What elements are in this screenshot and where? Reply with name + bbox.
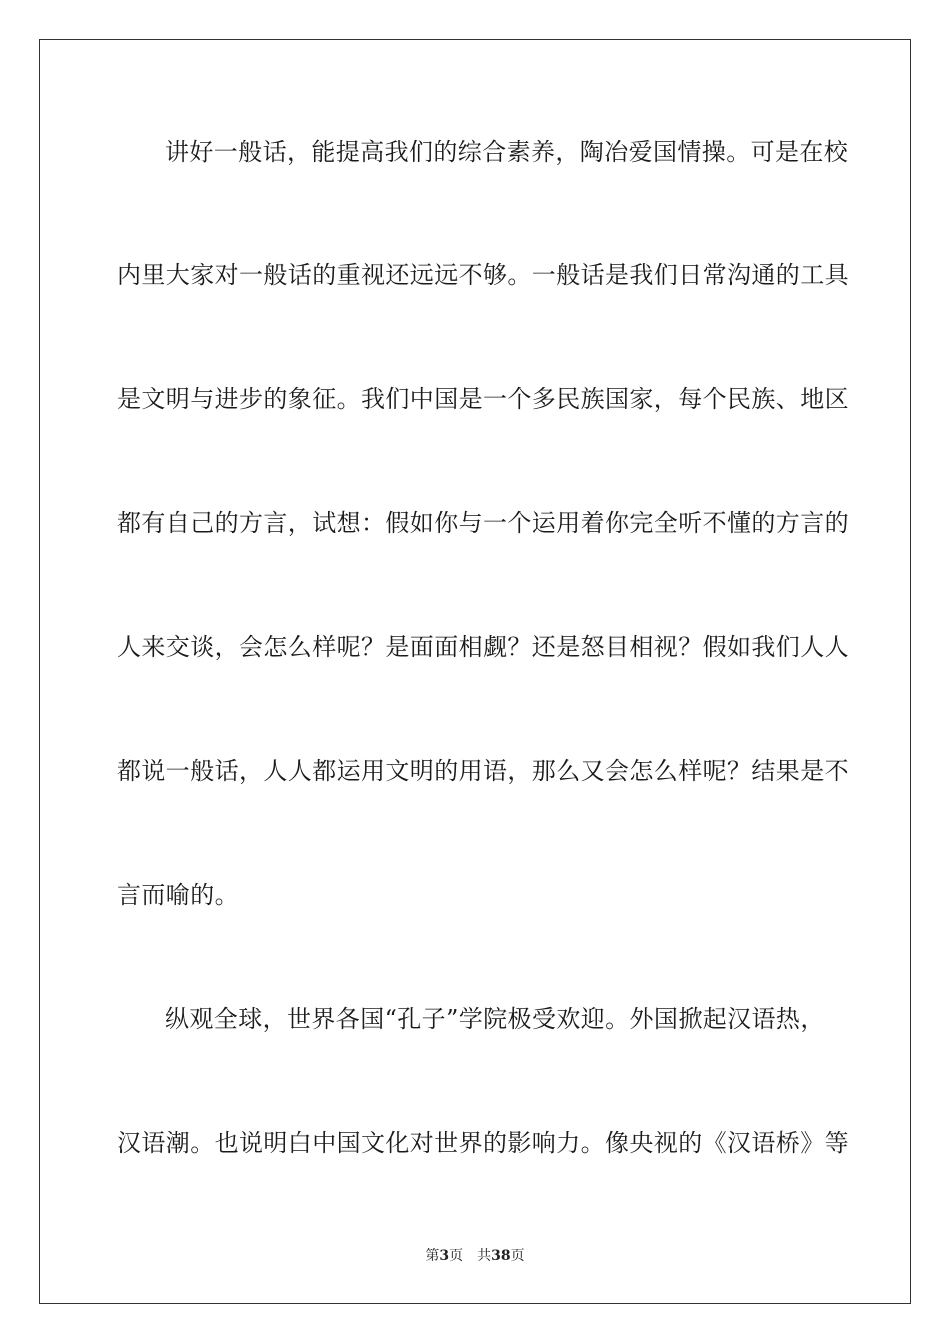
- text-line: 人来交谈，会怎么样呢？是面面相觑？还是怒目相视？假如我们人人: [117, 633, 849, 661]
- text-line: 都有自己的方言，试想：假如你与一个运用着你完全听不懂的方言的: [117, 509, 849, 537]
- text-line: 纵观全球，世界各国“孔子”学院极受欢迎。外国掀起汉语热，: [165, 1005, 825, 1033]
- total-suffix: 页: [510, 1248, 525, 1264]
- page-prefix: 第: [425, 1248, 440, 1264]
- page-total: 38: [491, 1248, 511, 1264]
- page-footer: [0, 1247, 950, 1265]
- page-suffix: 页: [449, 1248, 464, 1264]
- text-line: 是文明与进步的象征。我们中国是一个多民族国家，每个民族、地区: [117, 385, 849, 413]
- total-prefix: 共: [477, 1248, 492, 1264]
- text-line: 内里大家对一般话的重视还远远不够。一般话是我们日常沟通的工具: [117, 261, 849, 289]
- page-border: [39, 39, 911, 1304]
- text-line: 都说一般话，人人都运用文明的用语，那么又会怎么样呢？结果是不: [117, 757, 849, 785]
- text-line: 汉语潮。也说明白中国文化对世界的影响力。像央视的《汉语桥》等: [117, 1129, 849, 1157]
- page-current: 3: [439, 1248, 450, 1264]
- text-line: 言而喻的。: [117, 881, 239, 909]
- text-line: 讲好一般话，能提高我们的综合素养，陶冶爱国情操。可是在校: [165, 138, 849, 166]
